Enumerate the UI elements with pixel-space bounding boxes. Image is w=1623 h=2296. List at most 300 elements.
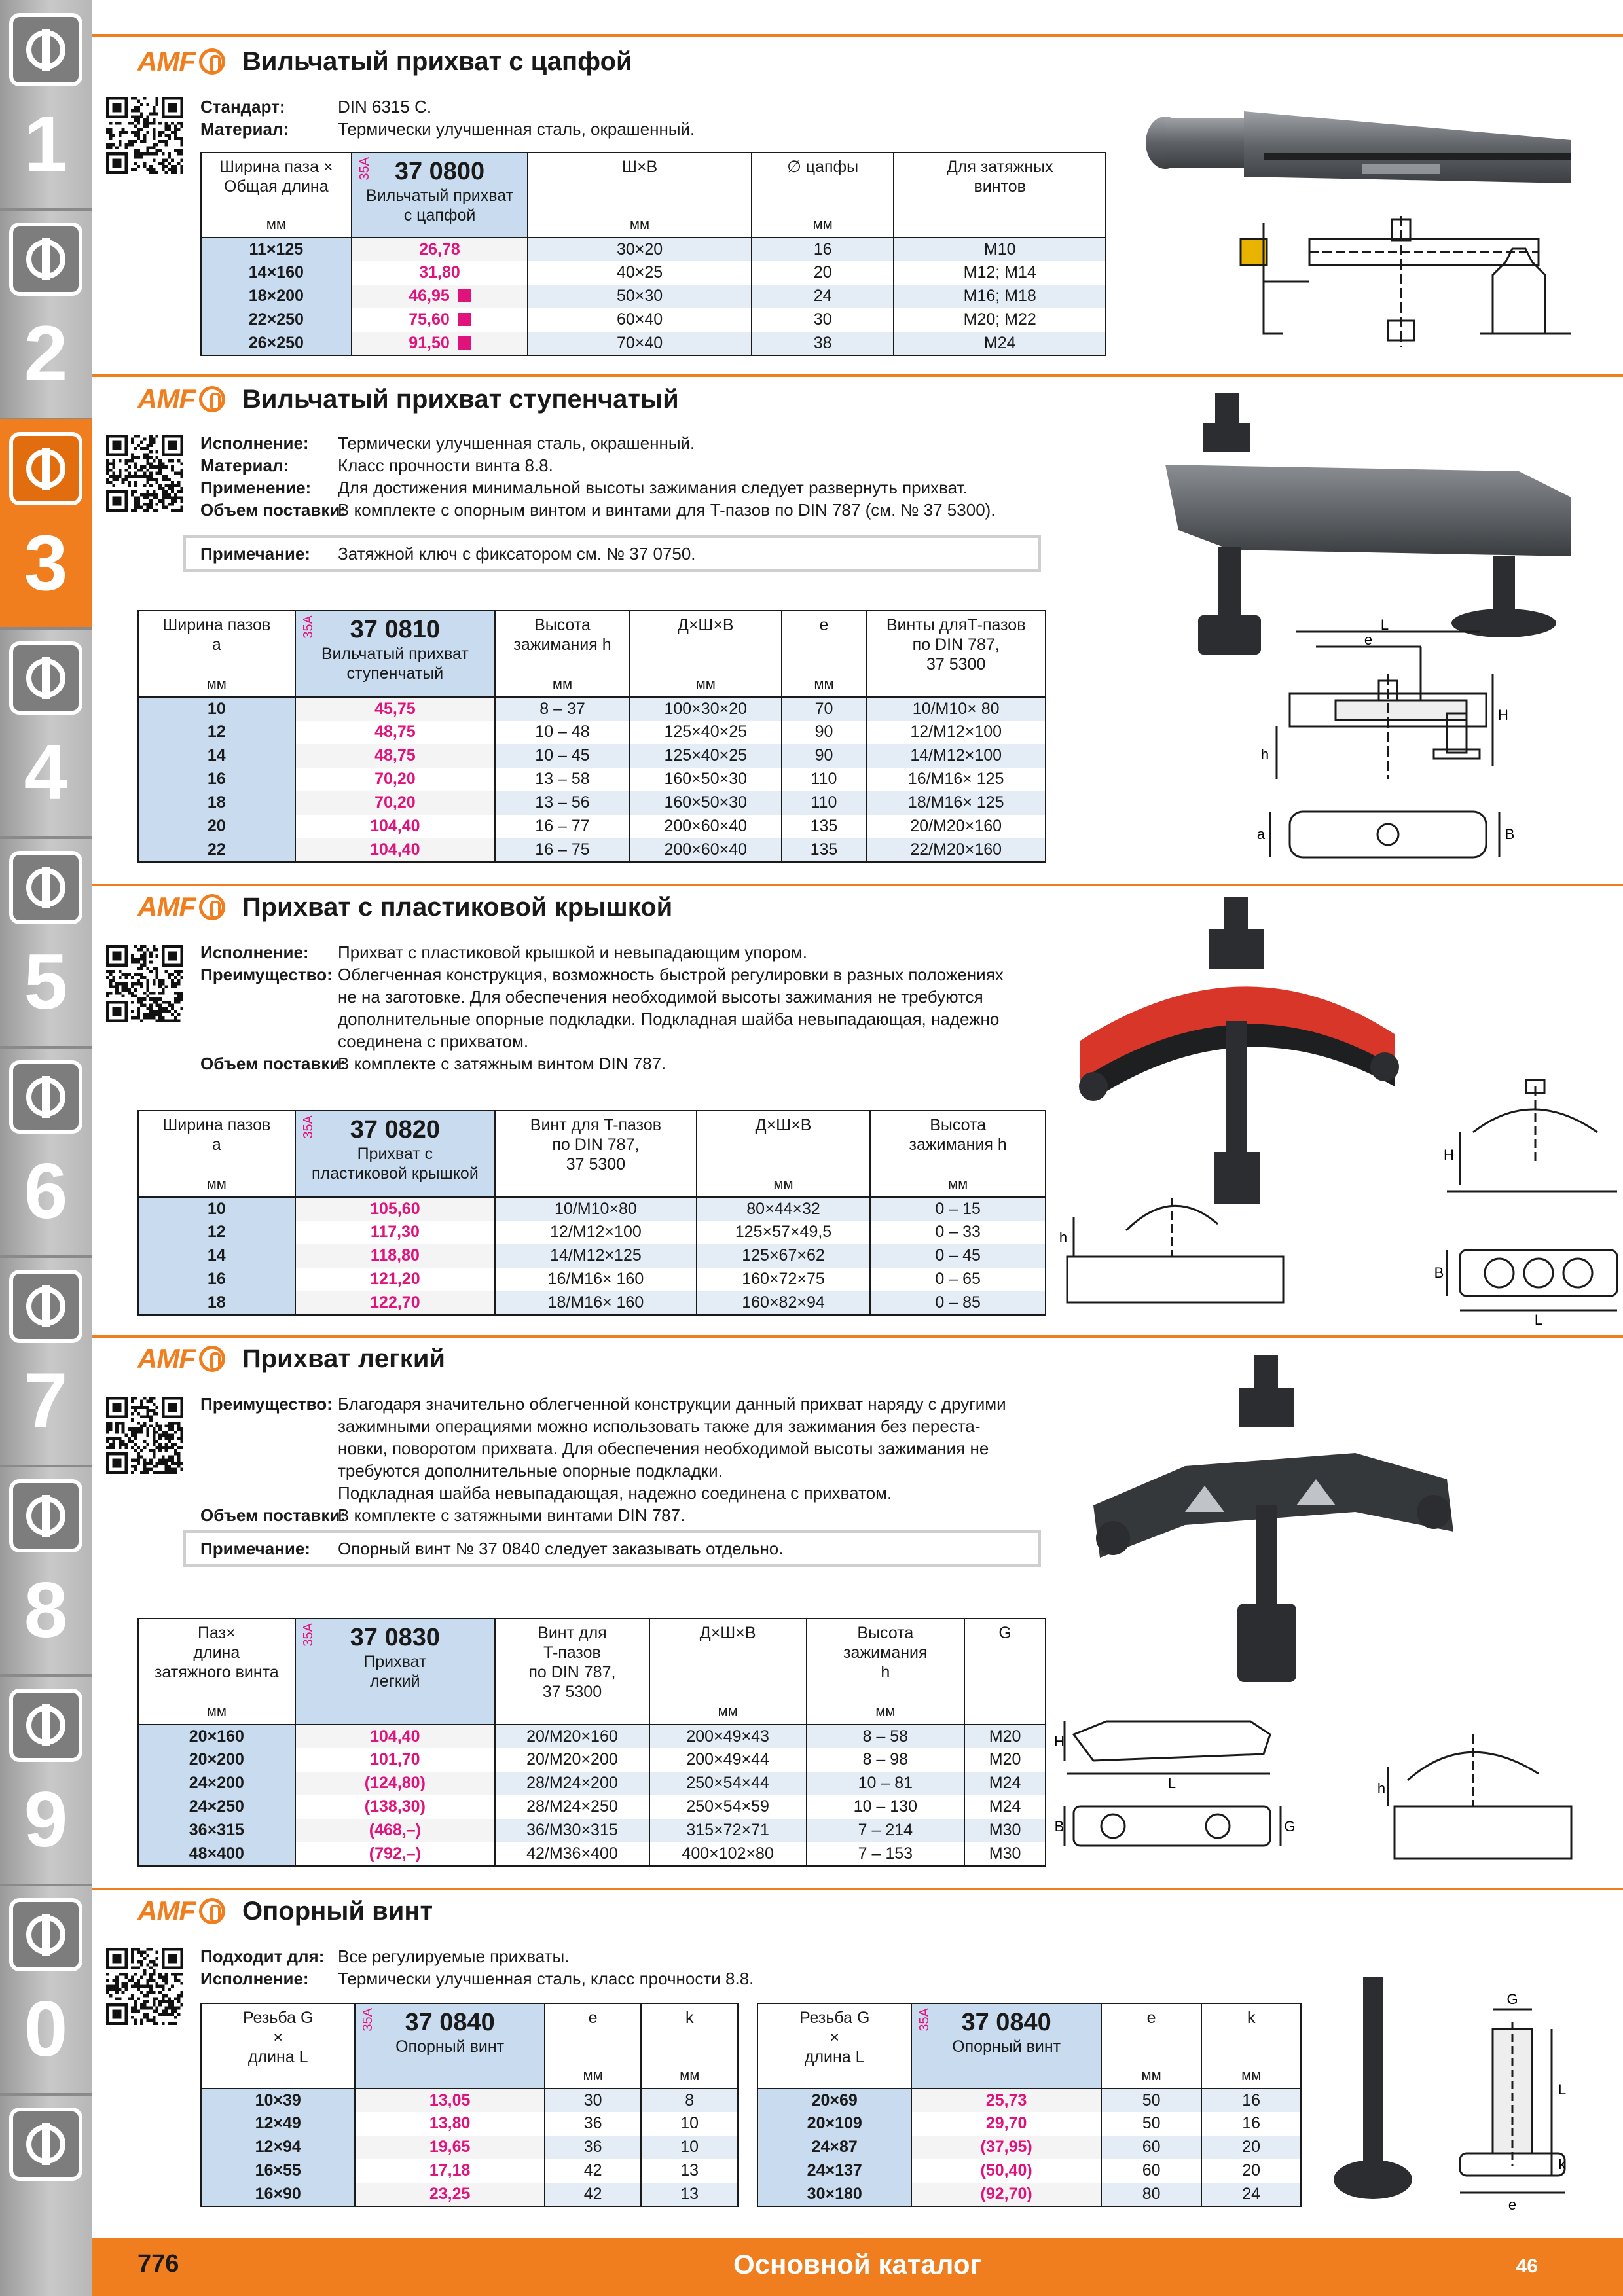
price-cell (355, 2112, 544, 2136)
table-cell (495, 721, 630, 744)
spec-row (200, 499, 996, 521)
qr-code-icon[interactable] (106, 1948, 183, 2025)
cell-value: 12×49 (255, 2114, 301, 2132)
cell-value: 8 (685, 2091, 695, 2109)
cell-value: 80 (1142, 2185, 1161, 2203)
cell-value: 10 – 130 (853, 1797, 917, 1816)
table-row[interactable] (138, 1268, 1046, 1291)
table-row[interactable] (201, 2089, 738, 2112)
table-cell (495, 1268, 697, 1291)
cell-value: 70 (814, 700, 833, 718)
table-cell (782, 768, 867, 791)
price-cell (295, 1748, 495, 1772)
spec-label: Объем поставки: (200, 1505, 346, 1525)
table-cell (138, 1772, 295, 1795)
cell-value: 40×25 (616, 263, 663, 281)
qr-code-icon[interactable] (106, 97, 183, 174)
column-unit: мм (948, 1175, 968, 1192)
cell-value: 14/M12×125 (550, 1246, 642, 1265)
section-header (137, 1339, 445, 1378)
table-cell (649, 1819, 807, 1842)
table-cell (866, 744, 1046, 768)
amf-logo-mark-icon (199, 1346, 225, 1372)
table-cell (752, 285, 894, 308)
table-cell (495, 1819, 649, 1842)
column-header-label: e (819, 616, 829, 634)
section-divider (92, 1888, 1623, 1890)
table-cell (138, 697, 295, 721)
cell-value: M24 (983, 334, 1016, 352)
spec-value: Все регулируемые прихваты. (338, 1946, 570, 1966)
cell-value: 10 (680, 2114, 699, 2132)
dim-label: L (1167, 1775, 1176, 1791)
cell-value: 42/M36×400 (526, 1844, 618, 1863)
table-row[interactable] (201, 238, 1106, 261)
cell-value: 18 (207, 1293, 226, 1312)
price-value: 17,18 (429, 2161, 471, 2179)
table-cell (630, 815, 782, 838)
cell-value: 160×50×30 (664, 793, 748, 812)
dim-label: L (1534, 1312, 1543, 1328)
table-cell (495, 1772, 649, 1795)
table-cell (649, 1795, 807, 1819)
section-page-number: 46 (1516, 2255, 1538, 2277)
table-cell (964, 1842, 1046, 1866)
cell-value: 110 (811, 793, 837, 812)
table-cell (697, 1197, 871, 1221)
dim-label: h (1260, 746, 1269, 762)
cell-value: 7 – 153 (858, 1844, 913, 1863)
table-row[interactable] (138, 1291, 1046, 1315)
cell-value: 30 (583, 2091, 602, 2109)
cell-value: 42 (583, 2161, 602, 2179)
cell-value: 16 (1242, 2091, 1261, 2109)
table-row[interactable] (201, 2112, 738, 2136)
article-name: Вильчатый прихват ступенчатый (321, 645, 469, 683)
table-cell (630, 768, 782, 791)
note-label: Примечание: (200, 1538, 310, 1558)
cell-value: 250×54×59 (686, 1797, 769, 1816)
column-header-label: k (685, 2009, 694, 2027)
column-header-label: Ш×В (621, 158, 658, 176)
spec-block (200, 941, 1004, 1075)
table-row[interactable] (138, 1244, 1046, 1268)
cell-value: 16 (207, 770, 226, 788)
column-header (138, 1619, 295, 1725)
cell-value: 48×400 (189, 1844, 244, 1863)
table-cell (1101, 2159, 1202, 2183)
price-cell (295, 697, 496, 721)
table-row[interactable] (138, 838, 1046, 862)
column-unit: мм (695, 675, 716, 692)
table-cell (697, 1268, 871, 1291)
chapter-number: 6 (24, 1147, 68, 1235)
column-header (894, 152, 1106, 238)
product-photo-and-drawing (1152, 386, 1611, 877)
column-header-label: Винт для T-пазов по DIN 787, 37 5300 (530, 1116, 662, 1174)
table-row[interactable] (138, 768, 1046, 791)
cell-value: 400×102×80 (682, 1844, 774, 1863)
note-box (183, 1530, 1041, 1567)
table-row[interactable] (138, 1842, 1046, 1866)
price-cell (295, 1291, 496, 1315)
column-header-label: Винты дляТ-пазов по DIN 787, 37 5300 (886, 616, 1026, 673)
table-cell (201, 2089, 355, 2112)
table-cell (495, 1244, 697, 1268)
table-row[interactable] (138, 791, 1046, 815)
table-row[interactable] (757, 2183, 1301, 2206)
table-row[interactable] (201, 285, 1106, 308)
cell-value: 10×39 (255, 2091, 301, 2109)
price-value: 91,50 (409, 334, 450, 352)
table-cell (528, 285, 751, 308)
price-group-tag: 35A (301, 1115, 316, 1139)
chapter-number: 1 (24, 100, 68, 188)
column-header (649, 1619, 807, 1725)
chapter-tab-1[interactable] (0, 0, 92, 209)
price-value: 13,05 (429, 2091, 471, 2109)
price-value: 23,25 (429, 2185, 471, 2203)
chapter-number: 3 (24, 519, 68, 607)
column-header-label: Ширина пазов a (162, 616, 271, 654)
spec-value: Благодаря значительно облегченной конструкции данный прихват наряду с другими зажимными операциями можно использовать также для зажимания без переста- новки, поворотом прихвата. Для обеспечения необходимой высоты зажимания не требуются дополнительные опорные подкладки. Подкладная шайба невыпадающая, надежно соединена с прихватом. (338, 1394, 1006, 1503)
table-row[interactable] (138, 1795, 1046, 1819)
table-cell (757, 2089, 911, 2112)
cell-value: 50×30 (616, 287, 663, 305)
price-value: 46,95 (409, 287, 450, 305)
section-divider (92, 374, 1623, 377)
cell-value: 12 (207, 723, 226, 741)
table-cell (649, 1748, 807, 1772)
table-cell (138, 721, 295, 744)
qr-code-icon[interactable] (106, 435, 183, 512)
table-cell (495, 791, 630, 815)
table-cell (138, 1842, 295, 1866)
cell-value: 12/M12×100 (550, 1223, 642, 1241)
section-divider (92, 1335, 1623, 1338)
cell-value: 90 (814, 746, 833, 764)
drill-icon (9, 13, 82, 86)
article-name: Опорный винт (952, 2037, 1061, 2056)
price-cell (295, 744, 496, 768)
section-title: Опорный винт (242, 1896, 433, 1926)
page-number: 776 (137, 2250, 179, 2278)
table-cell (782, 791, 867, 815)
toolbox-icon (9, 1479, 82, 1552)
cell-value: 200×60×40 (664, 840, 748, 859)
table-header-row (138, 1111, 1046, 1197)
spec-row (200, 118, 695, 140)
spec-row (200, 96, 695, 118)
price-value: 104,40 (370, 840, 420, 859)
price-value: 45,75 (374, 700, 416, 718)
table-row[interactable] (138, 1725, 1046, 1748)
table-cell (138, 815, 295, 838)
table-cell (528, 308, 751, 332)
table-cell (866, 815, 1046, 838)
column-header (630, 611, 782, 697)
table-row[interactable] (138, 744, 1046, 768)
table-cell (138, 1244, 295, 1268)
cell-value: M30 (989, 1821, 1021, 1839)
cell-value: 14×160 (248, 263, 304, 281)
table-cell (964, 1725, 1046, 1748)
table-cell (495, 744, 630, 768)
cell-value: 18 (207, 793, 226, 812)
column-header-label: Для затяжных винтов (946, 158, 1053, 196)
product-table (137, 1618, 1046, 1867)
table-row[interactable] (138, 697, 1046, 721)
chapter-tab-4[interactable] (0, 628, 92, 838)
column-header (201, 152, 352, 238)
table-cell (964, 1748, 1046, 1772)
table-cell (138, 1795, 295, 1819)
chapter-tab-2[interactable] (0, 209, 92, 419)
cell-value: 8 – 37 (539, 700, 585, 718)
chapter-tab-9[interactable] (0, 1676, 92, 1885)
spec-value: Класс прочности винта 8.8. (338, 456, 553, 475)
cell-value: 22/M20×160 (910, 840, 1002, 859)
cell-value: 100×30×20 (664, 700, 748, 718)
cell-value: 36×315 (189, 1821, 244, 1839)
price-cell (352, 308, 528, 332)
column-header (1101, 2003, 1202, 2089)
cell-value: 30×20 (616, 240, 663, 259)
cell-value: 160×72×75 (742, 1270, 825, 1288)
product-table-left (200, 2003, 739, 2207)
spec-value: Для достижения минимальной высоты зажимания следует развернуть прихват. (338, 478, 968, 497)
chapter-tab-7[interactable] (0, 1257, 92, 1466)
table-cell (495, 1291, 697, 1315)
column-header-label: e (1146, 2009, 1156, 2027)
cell-value: 50 (1142, 2114, 1161, 2132)
column-unit: мм (206, 1703, 227, 1719)
spec-label: Объем поставки: (200, 500, 346, 520)
price-cell (295, 791, 496, 815)
cell-value: 200×49×43 (686, 1727, 769, 1746)
column-header-label: Высота зажимания h (843, 1624, 928, 1681)
column-unit: мм (773, 1175, 793, 1192)
article-number-header (355, 2003, 544, 2089)
table-row[interactable] (138, 815, 1046, 838)
table-row[interactable] (138, 1819, 1046, 1842)
price-value: (138,30) (364, 1797, 426, 1816)
cell-value: 135 (810, 840, 838, 859)
cell-value: 50 (1142, 2091, 1161, 2109)
column-header-label: Д×Ш×В (699, 1624, 756, 1642)
price-value: 25,73 (985, 2091, 1027, 2109)
cell-value: 24×200 (189, 1774, 244, 1792)
table-cell (649, 1772, 807, 1795)
table-row[interactable] (138, 721, 1046, 744)
table-cell (807, 1748, 965, 1772)
column-unit: мм (1141, 2067, 1161, 2083)
article-name: Вильчатый прихват с цапфой (366, 187, 514, 224)
price-cell (295, 1772, 495, 1795)
note-label: Примечание: (200, 543, 310, 564)
cell-value: 30 (813, 310, 832, 329)
spec-row (200, 1052, 1004, 1075)
table-header-row (138, 611, 1046, 697)
chapter-tab-8[interactable] (0, 1466, 92, 1676)
cell-value: 10/M10× 80 (912, 700, 1000, 718)
article-number-header (352, 152, 528, 238)
price-value: 48,75 (374, 746, 416, 764)
table-cell (138, 1197, 295, 1221)
table-cell (201, 2159, 355, 2183)
price-value: (92,70) (980, 2185, 1032, 2203)
table-cell (1201, 2159, 1301, 2183)
table-row[interactable] (201, 2183, 738, 2206)
price-cell (911, 2183, 1101, 2206)
safety-glasses-icon (9, 1898, 82, 1971)
cell-value: 12 (207, 1223, 226, 1241)
table-cell (866, 791, 1046, 815)
spec-value: Термически улучшенная сталь, окрашенный. (338, 433, 695, 453)
table-cell (1101, 2112, 1202, 2136)
chuck-icon (9, 432, 82, 505)
chapter-tab-5[interactable] (0, 838, 92, 1047)
table-cell (201, 261, 352, 285)
spec-row (200, 963, 1004, 1052)
table-cell (545, 2136, 642, 2159)
cell-value: 160×82×94 (742, 1293, 825, 1312)
table-row[interactable] (201, 261, 1106, 285)
cell-value: 22 (207, 840, 226, 859)
table-header-row (757, 2003, 1301, 2089)
section-header (137, 888, 672, 927)
catalog-title: Основной каталог (733, 2249, 981, 2280)
price-cell (355, 2183, 544, 2206)
chapter-tab-0[interactable] (0, 1885, 92, 2094)
table-cell (1201, 2089, 1301, 2112)
product-table-right (757, 2003, 1302, 2207)
pliers-icon (9, 1270, 82, 1343)
table-row[interactable] (138, 1221, 1046, 1244)
column-header (495, 611, 630, 697)
column-header-label: Ширина паза × Общая длина (219, 158, 333, 196)
column-header (697, 1111, 871, 1197)
table-row[interactable] (201, 332, 1106, 355)
dim-label: L (1558, 2081, 1567, 2098)
column-header-label: Резьба G × длина L (799, 2009, 870, 2066)
cell-value: 20 (1242, 2138, 1261, 2156)
cell-value: M20 (989, 1727, 1021, 1746)
chapter-tab-info[interactable] (0, 2094, 92, 2296)
product-photo-and-drawing (1316, 1970, 1623, 2232)
table-cell (545, 2183, 642, 2206)
price-value: 13,80 (429, 2114, 471, 2132)
dim-label: k (1558, 2156, 1566, 2172)
cell-value: 24×137 (807, 2161, 862, 2179)
table-row[interactable] (201, 2159, 738, 2183)
table-cell (870, 1221, 1046, 1244)
price-value: 121,20 (370, 1270, 420, 1288)
price-value: 70,20 (374, 770, 416, 788)
qr-code-icon[interactable] (106, 1397, 183, 1474)
table-row[interactable] (757, 2159, 1301, 2183)
chapter-tab-3[interactable] (0, 419, 92, 628)
table-row[interactable] (201, 2136, 738, 2159)
chapter-number: 5 (24, 938, 68, 1026)
table-row[interactable] (201, 308, 1106, 332)
spec-label: Преимущество: (200, 965, 333, 984)
table-cell (757, 2136, 911, 2159)
chapter-tab-6[interactable] (0, 1047, 92, 1257)
light-clamp-illustration (1054, 1348, 1623, 1892)
cell-value: 36 (583, 2138, 602, 2156)
table-cell (697, 1291, 871, 1315)
cell-value: 125×40×25 (664, 723, 748, 741)
cell-value: 18/M16× 160 (547, 1293, 644, 1312)
cell-value: 12/M12×100 (910, 723, 1002, 741)
table-row[interactable] (757, 2112, 1301, 2136)
price-cell (295, 768, 496, 791)
section-title: Вильчатый прихват ступенчатый (242, 384, 679, 414)
cell-value: 200×49×44 (686, 1750, 769, 1768)
price-cell (352, 332, 528, 355)
qr-code-icon[interactable] (106, 945, 183, 1022)
table-cell (201, 2112, 355, 2136)
cell-value: M24 (989, 1797, 1021, 1816)
new-item-marker-icon (458, 289, 471, 302)
cell-value: 12×94 (255, 2138, 301, 2156)
table-cell (870, 1244, 1046, 1268)
spec-label: Стандарт: (200, 97, 285, 117)
table-cell (138, 1291, 295, 1315)
table-cell (495, 1197, 697, 1221)
section-title: Вильчатый прихват с цапфой (242, 46, 632, 76)
table-cell (649, 1725, 807, 1748)
cell-value: 16 (207, 1270, 226, 1288)
column-header (870, 1111, 1046, 1197)
table-cell (545, 2112, 642, 2136)
table-cell (630, 697, 782, 721)
cell-value: 16/M16× 160 (547, 1270, 644, 1288)
cell-value: 24×250 (189, 1797, 244, 1816)
cell-value: 10 – 48 (535, 723, 590, 741)
cell-value: M10 (983, 240, 1016, 259)
table-cell (1201, 2136, 1301, 2159)
amf-logo: AMF (137, 891, 225, 923)
table-row[interactable] (138, 1748, 1046, 1772)
price-cell (911, 2159, 1101, 2183)
article-name: Прихват с пластиковой крышкой (311, 1145, 479, 1183)
column-header (495, 1619, 649, 1725)
column-header (757, 2003, 911, 2089)
column-header-label: Резьба G × длина L (242, 2009, 314, 2066)
cell-value: 80×44×32 (746, 1200, 820, 1218)
column-header (138, 1111, 295, 1197)
table-cell (870, 1291, 1046, 1315)
table-cell (757, 2183, 911, 2206)
cell-value: 13 – 58 (535, 770, 590, 788)
table-cell (894, 238, 1106, 261)
column-unit: мм (875, 1703, 896, 1719)
column-header (1201, 2003, 1301, 2089)
column-header-label: ∅ цапфы (787, 158, 859, 176)
dim-label: a (1256, 826, 1266, 842)
article-number: 37 0820 (350, 1116, 441, 1143)
table-cell (201, 285, 352, 308)
table-row[interactable] (138, 1197, 1046, 1221)
table-row[interactable] (757, 2136, 1301, 2159)
table-cell (495, 1221, 697, 1244)
table-row[interactable] (757, 2089, 1301, 2112)
table-row[interactable] (138, 1772, 1046, 1795)
cell-value: 14/M12×100 (910, 746, 1002, 764)
price-value: 117,30 (370, 1223, 420, 1241)
